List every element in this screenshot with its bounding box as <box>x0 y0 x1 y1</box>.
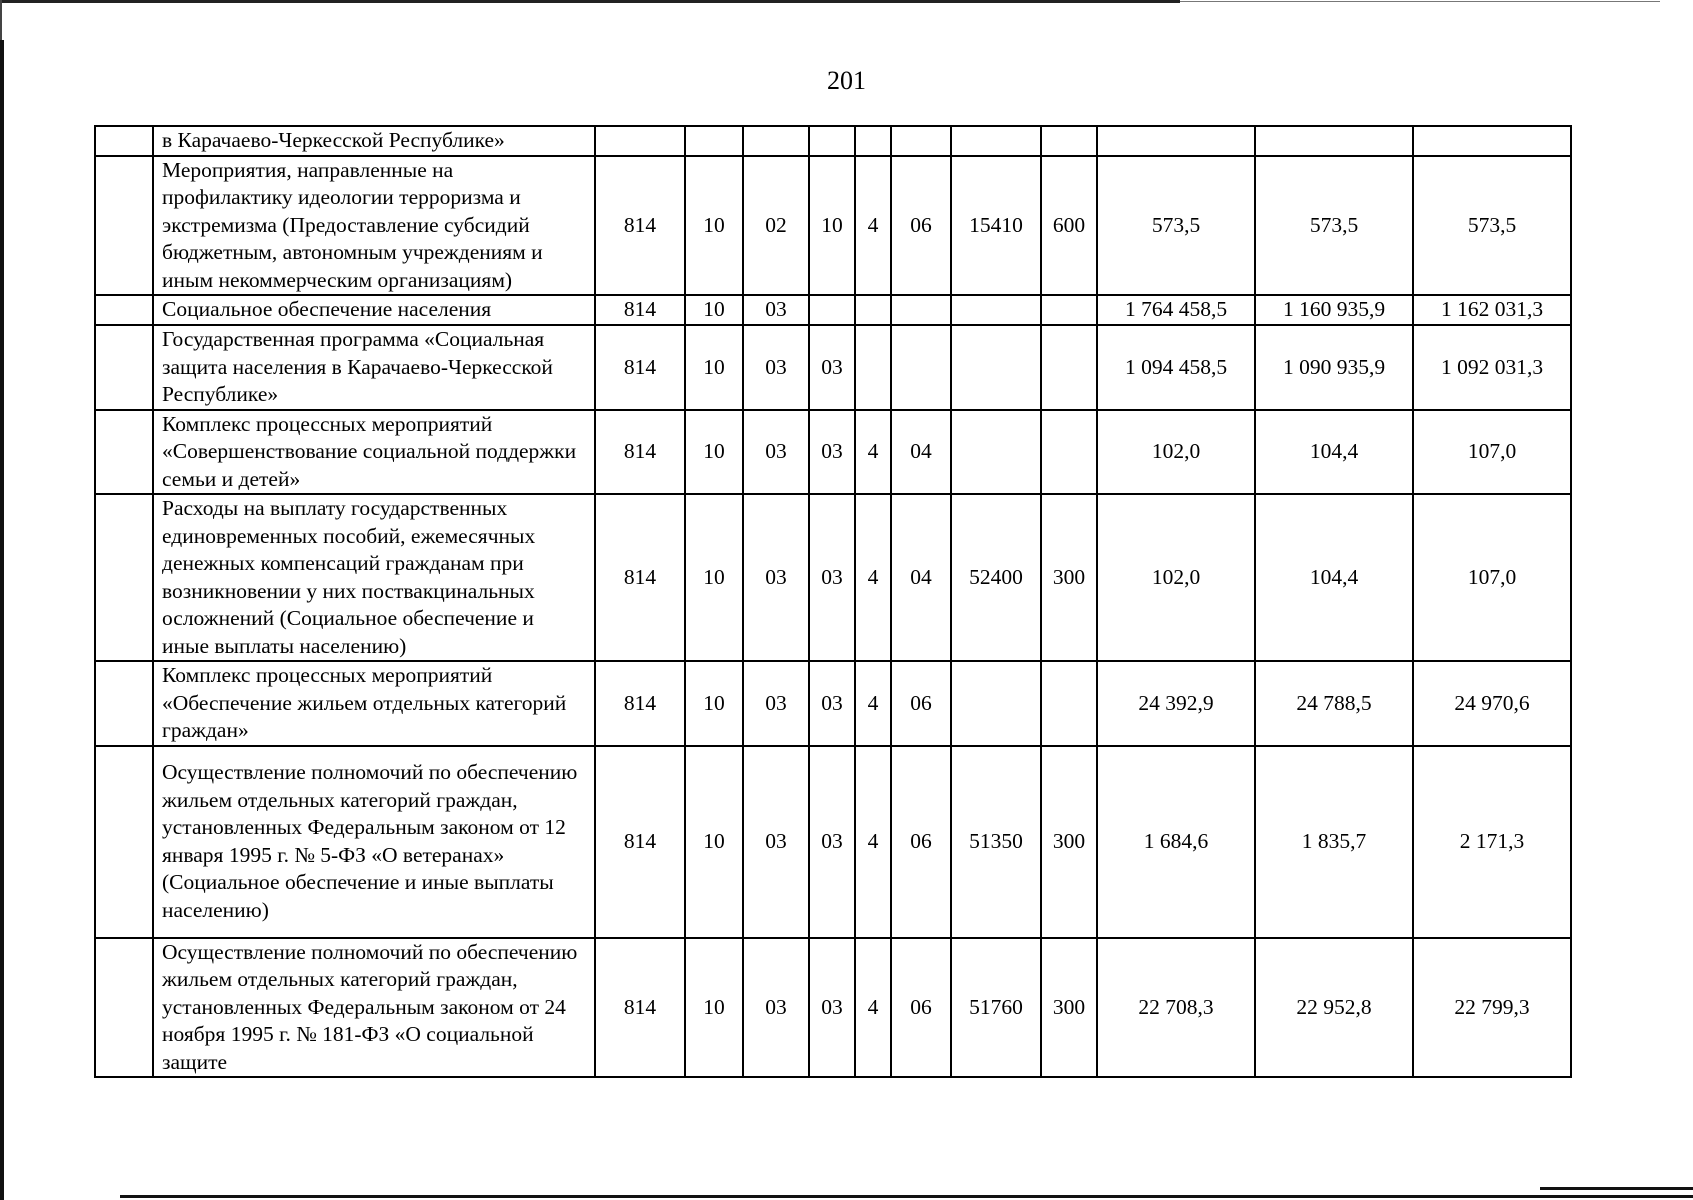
row-number-cell <box>95 156 153 296</box>
code-type-cell <box>855 325 891 410</box>
code-section-cell: 10 <box>685 410 743 495</box>
code-program-cell: 10 <box>809 156 855 296</box>
code-expense-type-cell <box>1041 126 1097 156</box>
row-name-cell: Осуществление полномочий по обеспечению жильем отдельных категорий граждан, установленных Федеральным законом от 24 ноября 1995 г. № 181-ФЗ «О социальной защите <box>153 938 595 1078</box>
page-left-tick <box>0 0 2 40</box>
code-subsection-cell: 03 <box>743 410 809 495</box>
row-number-cell <box>95 325 153 410</box>
code-section-cell: 10 <box>685 746 743 938</box>
amount-year-2-cell: 1 090 935,9 <box>1255 325 1413 410</box>
page-top-border-thin <box>1180 1 1660 2</box>
code-type-cell <box>855 295 891 325</box>
amount-year-1-cell: 1 764 458,5 <box>1097 295 1255 325</box>
amount-year-1-cell: 102,0 <box>1097 410 1255 495</box>
code-ministry-cell: 814 <box>595 746 685 938</box>
row-number-cell <box>95 126 153 156</box>
code-ministry-cell: 814 <box>595 156 685 296</box>
code-program-cell <box>809 295 855 325</box>
row-name-cell: Государственная программа «Социальная защита населения в Карачаево-Черкесской Республике» <box>153 325 595 410</box>
code-program-cell: 03 <box>809 661 855 746</box>
code-subprogram-cell <box>891 126 951 156</box>
code-type-cell <box>855 126 891 156</box>
code-direction-cell <box>951 661 1041 746</box>
page-left-border <box>0 40 4 1200</box>
amount-year-2-cell: 104,4 <box>1255 494 1413 661</box>
code-section-cell: 10 <box>685 156 743 296</box>
code-ministry-cell: 814 <box>595 410 685 495</box>
table-row <box>95 295 1571 325</box>
code-type-cell: 4 <box>855 156 891 296</box>
amount-year-3-cell: 107,0 <box>1413 494 1571 661</box>
amount-year-1-cell: 24 392,9 <box>1097 661 1255 746</box>
amount-year-1-cell: 573,5 <box>1097 156 1255 296</box>
code-program-cell: 03 <box>809 325 855 410</box>
code-program-cell: 03 <box>809 494 855 661</box>
code-expense-type-cell: 300 <box>1041 494 1097 661</box>
row-name-cell: Осуществление полномочий по обеспечению жильем отдельных категорий граждан, установленных Федеральным законом от 12 января 1995 г. № 5-ФЗ «О ветеранах» (Социальное обеспечение и иные выплаты населению) <box>153 746 595 938</box>
code-subsection-cell: 02 <box>743 156 809 296</box>
table-row <box>95 156 1571 296</box>
table-row <box>95 494 1571 661</box>
code-subsection-cell: 03 <box>743 938 809 1078</box>
code-expense-type-cell <box>1041 295 1097 325</box>
code-ministry-cell: 814 <box>595 938 685 1078</box>
code-ministry-cell: 814 <box>595 325 685 410</box>
code-subsection-cell: 03 <box>743 325 809 410</box>
code-expense-type-cell: 300 <box>1041 746 1097 938</box>
code-expense-type-cell <box>1041 661 1097 746</box>
code-ministry-cell: 814 <box>595 295 685 325</box>
row-number-cell <box>95 938 153 1078</box>
row-name-cell: Комплекс процессных мероприятий «Обеспечение жильем отдельных категорий граждан» <box>153 661 595 746</box>
code-subprogram-cell: 04 <box>891 410 951 495</box>
code-section-cell: 10 <box>685 661 743 746</box>
code-type-cell: 4 <box>855 494 891 661</box>
amount-year-1-cell: 1 094 458,5 <box>1097 325 1255 410</box>
code-direction-cell: 51350 <box>951 746 1041 938</box>
amount-year-1-cell: 102,0 <box>1097 494 1255 661</box>
amount-year-1-cell <box>1097 126 1255 156</box>
code-expense-type-cell <box>1041 410 1097 495</box>
code-subprogram-cell: 06 <box>891 746 951 938</box>
code-subsection-cell: 03 <box>743 746 809 938</box>
amount-year-1-cell: 1 684,6 <box>1097 746 1255 938</box>
row-name-cell: в Карачаево-Черкесской Республике» <box>153 126 595 156</box>
code-subprogram-cell <box>891 295 951 325</box>
amount-year-3-cell: 22 799,3 <box>1413 938 1571 1078</box>
page-number: 201 <box>827 66 866 95</box>
amount-year-3-cell: 573,5 <box>1413 156 1571 296</box>
row-name-cell: Социальное обеспечение населения <box>153 295 595 325</box>
code-direction-cell: 52400 <box>951 494 1041 661</box>
page-top-border <box>0 0 1180 3</box>
code-expense-type-cell: 300 <box>1041 938 1097 1078</box>
code-program-cell: 03 <box>809 938 855 1078</box>
code-section-cell: 10 <box>685 295 743 325</box>
table-row <box>95 325 1571 410</box>
code-subprogram-cell: 06 <box>891 661 951 746</box>
row-number-cell <box>95 410 153 495</box>
code-direction-cell: 15410 <box>951 156 1041 296</box>
code-section-cell: 10 <box>685 325 743 410</box>
code-direction-cell <box>951 410 1041 495</box>
code-direction-cell <box>951 325 1041 410</box>
row-number-cell <box>95 295 153 325</box>
table-row <box>95 746 1571 938</box>
code-direction-cell <box>951 295 1041 325</box>
amount-year-3-cell: 24 970,6 <box>1413 661 1571 746</box>
amount-year-3-cell <box>1413 126 1571 156</box>
code-type-cell: 4 <box>855 661 891 746</box>
code-expense-type-cell: 600 <box>1041 156 1097 296</box>
amount-year-2-cell: 104,4 <box>1255 410 1413 495</box>
row-number-cell <box>95 661 153 746</box>
code-subprogram-cell <box>891 325 951 410</box>
code-ministry-cell: 814 <box>595 661 685 746</box>
code-subsection-cell: 03 <box>743 295 809 325</box>
budget-table <box>94 125 1572 1078</box>
amount-year-2-cell: 24 788,5 <box>1255 661 1413 746</box>
row-name-cell: Мероприятия, направленные на профилактику идеологии терроризма и экстремизма (Предоставление субсидий бюджетным, автономным учреждениям и иным некоммерческим организациям) <box>153 156 595 296</box>
code-program-cell: 03 <box>809 410 855 495</box>
code-subprogram-cell: 06 <box>891 938 951 1078</box>
code-subprogram-cell: 04 <box>891 494 951 661</box>
amount-year-3-cell: 107,0 <box>1413 410 1571 495</box>
code-program-cell: 03 <box>809 746 855 938</box>
amount-year-3-cell: 1 092 031,3 <box>1413 325 1571 410</box>
code-subsection-cell: 03 <box>743 661 809 746</box>
amount-year-2-cell <box>1255 126 1413 156</box>
amount-year-2-cell: 1 160 935,9 <box>1255 295 1413 325</box>
code-ministry-cell <box>595 126 685 156</box>
amount-year-1-cell: 22 708,3 <box>1097 938 1255 1078</box>
code-subsection-cell <box>743 126 809 156</box>
amount-year-3-cell: 2 171,3 <box>1413 746 1571 938</box>
row-number-cell <box>95 746 153 938</box>
code-program-cell <box>809 126 855 156</box>
page-bottom-border <box>120 1195 1693 1198</box>
code-direction-cell <box>951 126 1041 156</box>
code-type-cell: 4 <box>855 746 891 938</box>
code-type-cell: 4 <box>855 410 891 495</box>
amount-year-2-cell: 1 835,7 <box>1255 746 1413 938</box>
code-subsection-cell: 03 <box>743 494 809 661</box>
table-row <box>95 661 1571 746</box>
code-section-cell: 10 <box>685 938 743 1078</box>
amount-year-3-cell: 1 162 031,3 <box>1413 295 1571 325</box>
code-type-cell: 4 <box>855 938 891 1078</box>
code-ministry-cell: 814 <box>595 494 685 661</box>
code-section-cell: 10 <box>685 494 743 661</box>
row-name-cell: Расходы на выплату государственных единовременных пособий, ежемесячных денежных компенсаций гражданам при возникновении у них поствакцинальных осложнений (Социальное обеспечение и иные выплаты населению) <box>153 494 595 661</box>
page-bottom-right-border <box>1540 1187 1693 1190</box>
code-subprogram-cell: 06 <box>891 156 951 296</box>
table-row <box>95 938 1571 1078</box>
amount-year-2-cell: 573,5 <box>1255 156 1413 296</box>
amount-year-2-cell: 22 952,8 <box>1255 938 1413 1078</box>
table-row <box>95 410 1571 495</box>
row-number-cell <box>95 494 153 661</box>
row-name-cell: Комплекс процессных мероприятий «Совершенствование социальной поддержки семьи и детей» <box>153 410 595 495</box>
table-row <box>95 126 1571 156</box>
code-direction-cell: 51760 <box>951 938 1041 1078</box>
code-section-cell <box>685 126 743 156</box>
code-expense-type-cell <box>1041 325 1097 410</box>
